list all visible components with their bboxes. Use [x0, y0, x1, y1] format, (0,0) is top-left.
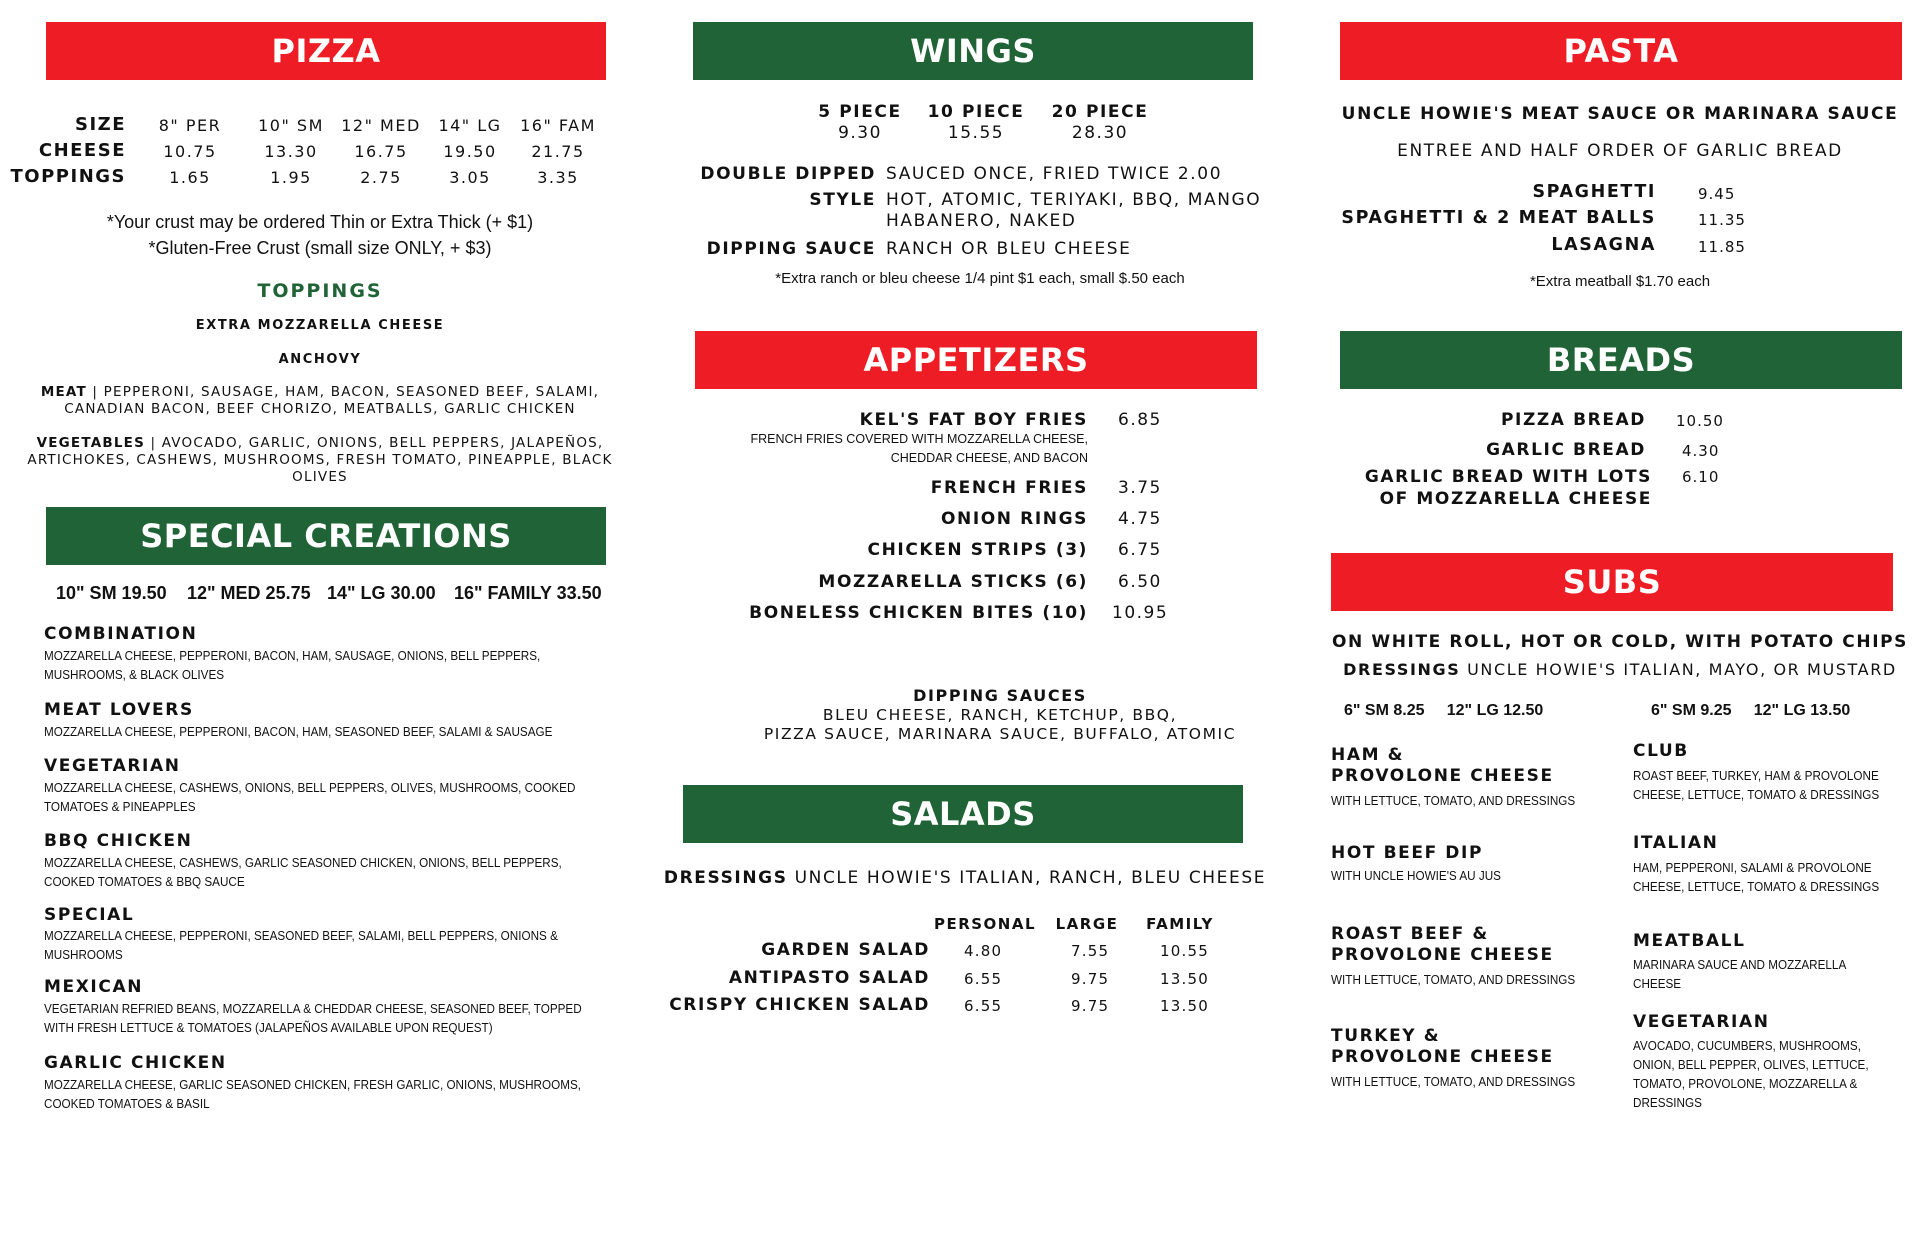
salad-price: 13.50 — [1160, 997, 1209, 1015]
dipping-sauces-line: PIZZA SAUCE, MARINARA SAUCE, BUFFALO, ATOMIC — [763, 725, 1237, 743]
appetizer-name: ONION RINGS — [940, 509, 1088, 529]
special-item-desc: MOZZARELLA CHEESE, CASHEWS, GARLIC SEASONED CHICKEN, ONIONS, BELL PEPPERS, — [44, 855, 562, 870]
sub-desc: HAM, PEPPERONI, SALAMI & PROVOLONE — [1633, 860, 1872, 875]
salad-price: 7.55 — [1071, 942, 1110, 960]
fries-desc: FRENCH FRIES COVERED WITH MOZZARELLA CHEESE, — [750, 432, 1088, 446]
cheese-price: 19.50 — [443, 142, 497, 161]
wing-piece-price: 9.30 — [838, 123, 882, 143]
appetizer-price: 6.85 — [1118, 410, 1162, 430]
salad-name: GARDEN SALAD — [761, 940, 930, 960]
sub-name: PROVOLONE CHEESE — [1331, 1047, 1554, 1067]
sub-desc: MARINARA SAUCE AND MOZZARELLA — [1633, 957, 1847, 972]
special-item-desc: COOKED TOMATOES & BBQ SAUCE — [44, 874, 245, 889]
pasta-item-price: 11.85 — [1698, 238, 1746, 256]
appetizer-name: MOZZARELLA STICKS (6) — [818, 572, 1088, 592]
special-item-name: COMBINATION — [44, 624, 198, 644]
appetizers-title: APPETIZERS — [863, 341, 1089, 379]
sub-desc: WITH LETTUCE, TOMATO, AND DRESSINGS — [1331, 972, 1576, 987]
sub-name: VEGETARIAN — [1633, 1012, 1770, 1032]
meat-list: PEPPERONI, SAUSAGE, HAM, BACON, SEASONED BEEF, SALAMI, — [103, 384, 600, 400]
bread-name: PIZZA BREAD — [1500, 410, 1646, 430]
salad-price: 13.50 — [1160, 970, 1209, 988]
salad-price: 10.55 — [1160, 942, 1209, 960]
pasta-entree-line: ENTREE AND HALF ORDER OF GARLIC BREAD — [1397, 141, 1843, 161]
subs-dressings-label: DRESSINGS — [1343, 660, 1461, 679]
special-size: 12" MED 25.75 — [187, 583, 311, 603]
sub-desc: ONION, BELL PEPPER, OLIVES, LETTUCE, — [1633, 1057, 1869, 1072]
wings-banner — [693, 22, 1253, 80]
pasta-note: *Extra meatball $1.70 each — [1529, 273, 1711, 290]
wings-note: *Extra ranch or bleu cheese 1/4 pint $1 each, small $.50 each — [775, 270, 1185, 287]
cheese-price: 21.75 — [531, 142, 585, 161]
topping-price: 3.05 — [449, 168, 491, 187]
special-item-desc: MOZZARELLA CHEESE, PEPPERONI, BACON, HAM, SAUSAGE, ONIONS, BELL PEPPERS, — [44, 648, 541, 663]
sub-name: MEATBALL — [1633, 931, 1746, 951]
special-item-desc: MUSHROOMS — [44, 947, 123, 962]
sub-desc: WITH UNCLE HOWIE'S AU JUS — [1331, 868, 1501, 883]
style-value-2: HABANERO, NAKED — [886, 211, 1077, 231]
dipping-sauce-value: RANCH OR BLEU CHEESE — [886, 239, 1132, 259]
special-size: 10" SM 19.50 — [56, 583, 167, 603]
sub-name: TURKEY & — [1331, 1026, 1441, 1046]
wing-piece-label: 10 PIECE — [927, 102, 1025, 122]
wing-piece-price: 15.55 — [947, 123, 1005, 143]
pasta-item-name: SPAGHETTI & 2 MEAT BALLS — [1341, 208, 1656, 228]
fries-desc: CHEDDAR CHEESE, AND BACON — [890, 451, 1088, 465]
special-size: 16" FAMILY 33.50 — [454, 583, 602, 603]
special-item-name: BBQ CHICKEN — [44, 831, 193, 851]
double-dipped-label: DOUBLE DIPPED — [700, 164, 876, 184]
special-item-desc: MOZZARELLA CHEESE, PEPPERONI, SEASONED BEEF, SALAMI, BELL PEPPERS, ONIONS & — [44, 928, 558, 943]
sub-name: CLUB — [1633, 741, 1689, 761]
pasta-item-name: LASAGNA — [1551, 235, 1656, 255]
size-16: 16" FAM — [520, 116, 596, 135]
pizza-title: PIZZA — [271, 32, 381, 70]
vegetables-label: VEGETABLES — [36, 435, 145, 451]
subs-left-prices: 6" SM 8.25 12" LG 12.50 — [1344, 702, 1544, 719]
sub-name: HOT BEEF DIP — [1331, 843, 1484, 863]
salad-name: CRISPY CHICKEN SALAD — [669, 995, 930, 1015]
bread-price: 10.50 — [1676, 412, 1724, 430]
special-item-name: MEAT LOVERS — [44, 700, 194, 720]
sub-desc: CHEESE, LETTUCE, TOMATO & DRESSINGS — [1633, 787, 1880, 802]
wing-piece-price: 28.30 — [1071, 123, 1129, 143]
subs-roll-line: ON WHITE ROLL, HOT OR COLD, WITH POTATO CHIPS — [1331, 632, 1909, 652]
pasta-sauce-line: UNCLE HOWIE'S MEAT SAUCE OR MARINARA SAUCE — [1341, 104, 1899, 124]
pasta-item-price: 9.45 — [1698, 185, 1736, 203]
sub-desc: ROAST BEEF, TURKEY, HAM & PROVOLONE — [1633, 768, 1879, 783]
sub-name: ROAST BEEF & — [1331, 924, 1489, 944]
dipping-sauce-label: DIPPING SAUCE — [706, 239, 876, 259]
special-item-desc: MOZZARELLA CHEESE, GARLIC SEASONED CHICKEN, FRESH GARLIC, ONIONS, MUSHROOMS, — [44, 1077, 582, 1092]
size-label: SIZE — [74, 114, 126, 135]
special-creations-title: SPECIAL CREATIONS — [140, 517, 512, 555]
topping-price: 3.35 — [537, 168, 579, 187]
appetizer-price: 6.75 — [1118, 540, 1162, 560]
appetizer-name: BONELESS CHICKEN BITES (10) — [749, 603, 1088, 623]
salad-dressings-value: UNCLE HOWIE'S ITALIAN, RANCH, BLEU CHEESE — [794, 868, 1267, 888]
sub-desc: AVOCADO, CUCUMBERS, MUSHROOMS, — [1633, 1038, 1861, 1053]
anchovy: ANCHOVY — [278, 352, 362, 367]
appetizers-banner — [695, 331, 1257, 389]
cheese-price: 13.30 — [264, 142, 318, 161]
appetizer-price: 3.75 — [1118, 478, 1162, 498]
veg-line-3: OLIVES — [292, 469, 348, 485]
cheese-price: 16.75 — [354, 142, 408, 161]
style-value-1: HOT, ATOMIC, TERIYAKI, BBQ, MANGO — [886, 190, 1262, 210]
salad-col-header: PERSONAL — [933, 915, 1037, 933]
special-item-desc: VEGETARIAN REFRIED BEANS, MOZZARELLA & CHEDDAR CHEESE, SEASONED BEEF, TOPPED — [44, 1001, 582, 1016]
pasta-item-price: 11.35 — [1698, 211, 1746, 229]
appetizer-price: 4.75 — [1118, 509, 1162, 529]
sub-desc: DRESSINGS — [1633, 1095, 1702, 1110]
size-12: 12" MED — [341, 116, 421, 135]
toppings-label: TOPPINGS — [10, 166, 126, 187]
appetizer-price: 10.95 — [1112, 603, 1169, 623]
cheese-price: 10.75 — [163, 142, 217, 161]
salad-price: 4.80 — [964, 942, 1003, 960]
salad-price: 9.75 — [1071, 997, 1110, 1015]
pasta-item-name: SPAGHETTI — [1532, 182, 1656, 202]
salads-title: SALADS — [890, 795, 1036, 833]
sub-name: PROVOLONE CHEESE — [1331, 945, 1554, 965]
special-item-desc: MOZZARELLA CHEESE, PEPPERONI, BACON, HAM, SEASONED BEEF, SALAMI & SAUSAGE — [44, 724, 553, 739]
special-item-desc: MUSHROOMS, & BLACK OLIVES — [44, 667, 225, 682]
extra-mozzarella: EXTRA MOZZARELLA CHEESE — [195, 318, 445, 333]
style-label: STYLE — [809, 190, 876, 210]
topping-price: 1.65 — [169, 168, 211, 187]
pasta-title: PASTA — [1563, 32, 1679, 70]
crust-note: *Your crust may be ordered Thin or Extra Thick (+ $1) — [106, 212, 534, 232]
veg-line-1: VEGETABLES | AVOCADO, GARLIC, ONIONS, BELL PEPPERS, JALAPEÑOS, — [36, 435, 604, 451]
size-14: 14" LG — [438, 116, 502, 135]
meat-label: MEAT — [40, 384, 87, 400]
bread-price: 6.10 — [1682, 468, 1720, 486]
appetizer-name: CHICKEN STRIPS (3) — [867, 540, 1088, 560]
toppings-title: TOPPINGS — [257, 280, 383, 302]
sub-name: PROVOLONE CHEESE — [1331, 766, 1554, 786]
veg-line-2: ARTICHOKES, CASHEWS, MUSHROOMS, FRESH TOMATO, PINEAPPLE, BLACK — [27, 452, 613, 468]
salad-price: 6.55 — [964, 970, 1003, 988]
special-item-desc: WITH FRESH LETTUCE & TOMATOES (JALAPEÑOS AVAILABLE UPON REQUEST) — [44, 1020, 493, 1035]
appetizer-name: FRENCH FRIES — [930, 478, 1088, 498]
double-dipped-value: SAUCED ONCE, FRIED TWICE 2.00 — [886, 164, 1223, 184]
breads-banner — [1340, 331, 1902, 389]
appetizer-name: KEL'S FAT BOY FRIES — [859, 410, 1088, 430]
subs-banner — [1331, 553, 1893, 611]
meat-line-1: MEAT | PEPPERONI, SAUSAGE, HAM, BACON, SEASONED BEEF, SALAMI, — [40, 384, 600, 400]
special-item-desc: MOZZARELLA CHEESE, CASHEWS, ONIONS, BELL PEPPERS, OLIVES, MUSHROOMS, COOKED — [44, 780, 576, 795]
bread-price: 4.30 — [1682, 442, 1720, 460]
salad-price: 9.75 — [1071, 970, 1110, 988]
salads-banner — [683, 785, 1243, 843]
sub-desc: CHEESE, LETTUCE, TOMATO & DRESSINGS — [1633, 879, 1880, 894]
special-size: 14" LG 30.00 — [327, 583, 436, 603]
cheese-label: CHEESE — [38, 140, 126, 161]
sub-desc: WITH LETTUCE, TOMATO, AND DRESSINGS — [1331, 1074, 1576, 1089]
appetizer-price: 6.50 — [1118, 572, 1162, 592]
subs-title: SUBS — [1562, 563, 1662, 601]
wing-piece-label: 5 PIECE — [818, 102, 902, 122]
special-item-name: VEGETARIAN — [44, 756, 181, 776]
special-creations-banner — [46, 507, 606, 565]
sub-name: HAM & — [1331, 745, 1405, 765]
wing-piece-label: 20 PIECE — [1051, 102, 1149, 122]
gluten-note: *Gluten-Free Crust (small size ONLY, + $3) — [148, 238, 492, 258]
pasta-banner — [1340, 22, 1902, 80]
size-10: 10" SM — [258, 116, 324, 135]
bread-name: GARLIC BREAD — [1486, 440, 1646, 460]
salad-dressings-label: DRESSINGS — [663, 868, 788, 888]
sub-desc: WITH LETTUCE, TOMATO, AND DRESSINGS — [1331, 793, 1576, 808]
special-item-name: MEXICAN — [44, 977, 144, 997]
wings-title: WINGS — [910, 32, 1036, 70]
special-item-desc: TOMATOES & PINEAPPLES — [44, 799, 196, 814]
sub-desc: CHEESE — [1633, 976, 1682, 991]
bread-name: GARLIC BREAD WITH LOTS — [1364, 467, 1652, 487]
special-item-name: SPECIAL — [44, 905, 135, 925]
special-item-name: GARLIC CHICKEN — [44, 1053, 227, 1073]
dipping-sauces-title: DIPPING SAUCES — [913, 686, 1087, 705]
salad-col-header: LARGE — [1055, 915, 1119, 933]
subs-right-prices: 6" SM 9.25 12" LG 13.50 — [1651, 702, 1851, 719]
dipping-sauces-line: BLEU CHEESE, RANCH, KETCHUP, BBQ, — [822, 706, 1178, 724]
salad-price: 6.55 — [964, 997, 1003, 1015]
salad-name: ANTIPASTO SALAD — [728, 968, 930, 988]
size-8: 8" PER — [158, 116, 222, 135]
sub-desc: TOMATO, PROVOLONE, MOZZARELLA & — [1633, 1076, 1858, 1091]
salad-dressings — [660, 868, 1270, 888]
meat-line-2: CANADIAN BACON, BEEF CHORIZO, MEATBALLS, GARLIC CHICKEN — [64, 401, 576, 417]
topping-price: 1.95 — [270, 168, 312, 187]
pizza-banner — [46, 22, 606, 80]
topping-price: 2.75 — [360, 168, 402, 187]
subs-dressings-value: UNCLE HOWIE'S ITALIAN, MAYO, OR MUSTARD — [1467, 660, 1897, 679]
subs-dressings — [1330, 660, 1910, 679]
special-item-desc: COOKED TOMATOES & BASIL — [44, 1096, 210, 1111]
sub-name: ITALIAN — [1633, 833, 1719, 853]
veg-list: AVOCADO, GARLIC, ONIONS, BELL PEPPERS, JALAPEÑOS, — [161, 435, 604, 451]
bread-name: OF MOZZARELLA CHEESE — [1379, 489, 1652, 509]
salad-col-header: FAMILY — [1146, 915, 1214, 933]
breads-title: BREADS — [1546, 341, 1696, 379]
